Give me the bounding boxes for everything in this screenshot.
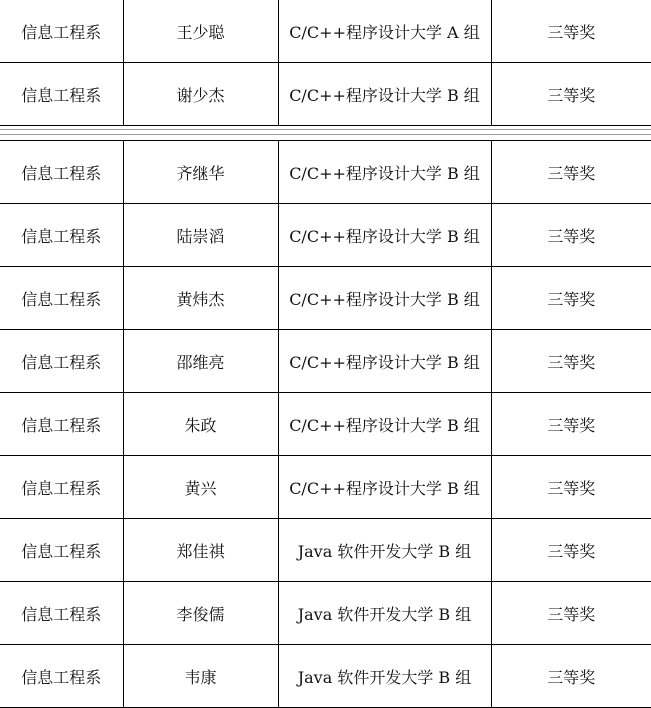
department-cell: 信息工程系 — [0, 267, 123, 330]
table-row — [0, 519, 651, 582]
department-cell: 信息工程系 — [0, 0, 123, 63]
competition-cell: C/C++程序设计大学 B 组 — [278, 330, 491, 393]
competition-cell: C/C++程序设计大学 B 组 — [278, 393, 491, 456]
competition-cell: C/C++程序设计大学 B 组 — [278, 141, 491, 204]
competition-cell: C/C++程序设计大学 B 组 — [278, 204, 491, 267]
award-table-top — [0, 0, 651, 126]
department-cell: 信息工程系 — [0, 393, 123, 456]
department-cell: 信息工程系 — [0, 645, 123, 708]
award-cell: 三等奖 — [491, 0, 651, 63]
competition-cell: C/C++程序设计大学 A 组 — [278, 0, 491, 63]
name-cell: 李俊儒 — [123, 582, 278, 645]
name-cell: 郑佳祺 — [123, 519, 278, 582]
department-cell: 信息工程系 — [0, 519, 123, 582]
name-cell: 黄兴 — [123, 456, 278, 519]
name-cell: 韦康 — [123, 645, 278, 708]
name-cell: 谢少杰 — [123, 63, 278, 126]
name-cell: 黄炜杰 — [123, 267, 278, 330]
table-row — [0, 204, 651, 267]
department-cell: 信息工程系 — [0, 582, 123, 645]
table-section-bottom — [0, 140, 651, 708]
table-row — [0, 330, 651, 393]
award-cell: 三等奖 — [491, 582, 651, 645]
competition-cell: Java 软件开发大学 B 组 — [278, 519, 491, 582]
name-cell: 齐继华 — [123, 141, 278, 204]
table-row — [0, 456, 651, 519]
department-cell: 信息工程系 — [0, 456, 123, 519]
table-row — [0, 393, 651, 456]
award-cell: 三等奖 — [491, 267, 651, 330]
award-cell: 三等奖 — [491, 141, 651, 204]
table-row — [0, 267, 651, 330]
name-cell: 陆崇滔 — [123, 204, 278, 267]
award-table-bottom — [0, 140, 651, 708]
table-row — [0, 141, 651, 204]
table-row — [0, 63, 651, 126]
table-row — [0, 582, 651, 645]
competition-cell: C/C++程序设计大学 B 组 — [278, 267, 491, 330]
department-cell: 信息工程系 — [0, 63, 123, 126]
name-cell: 王少聪 — [123, 0, 278, 63]
table-row — [0, 0, 651, 63]
award-cell: 三等奖 — [491, 456, 651, 519]
competition-cell: Java 软件开发大学 B 组 — [278, 645, 491, 708]
name-cell: 邵维亮 — [123, 330, 278, 393]
department-cell: 信息工程系 — [0, 141, 123, 204]
competition-cell: Java 软件开发大学 B 组 — [278, 582, 491, 645]
department-cell: 信息工程系 — [0, 330, 123, 393]
page-break-divider — [0, 129, 651, 135]
award-cell: 三等奖 — [491, 204, 651, 267]
award-cell: 三等奖 — [491, 330, 651, 393]
table-section-top — [0, 0, 651, 126]
department-cell: 信息工程系 — [0, 204, 123, 267]
competition-cell: C/C++程序设计大学 B 组 — [278, 456, 491, 519]
award-cell: 三等奖 — [491, 393, 651, 456]
award-cell: 三等奖 — [491, 519, 651, 582]
award-cell: 三等奖 — [491, 645, 651, 708]
table-row — [0, 645, 651, 708]
name-cell: 朱政 — [123, 393, 278, 456]
award-cell: 三等奖 — [491, 63, 651, 126]
competition-cell: C/C++程序设计大学 B 组 — [278, 63, 491, 126]
